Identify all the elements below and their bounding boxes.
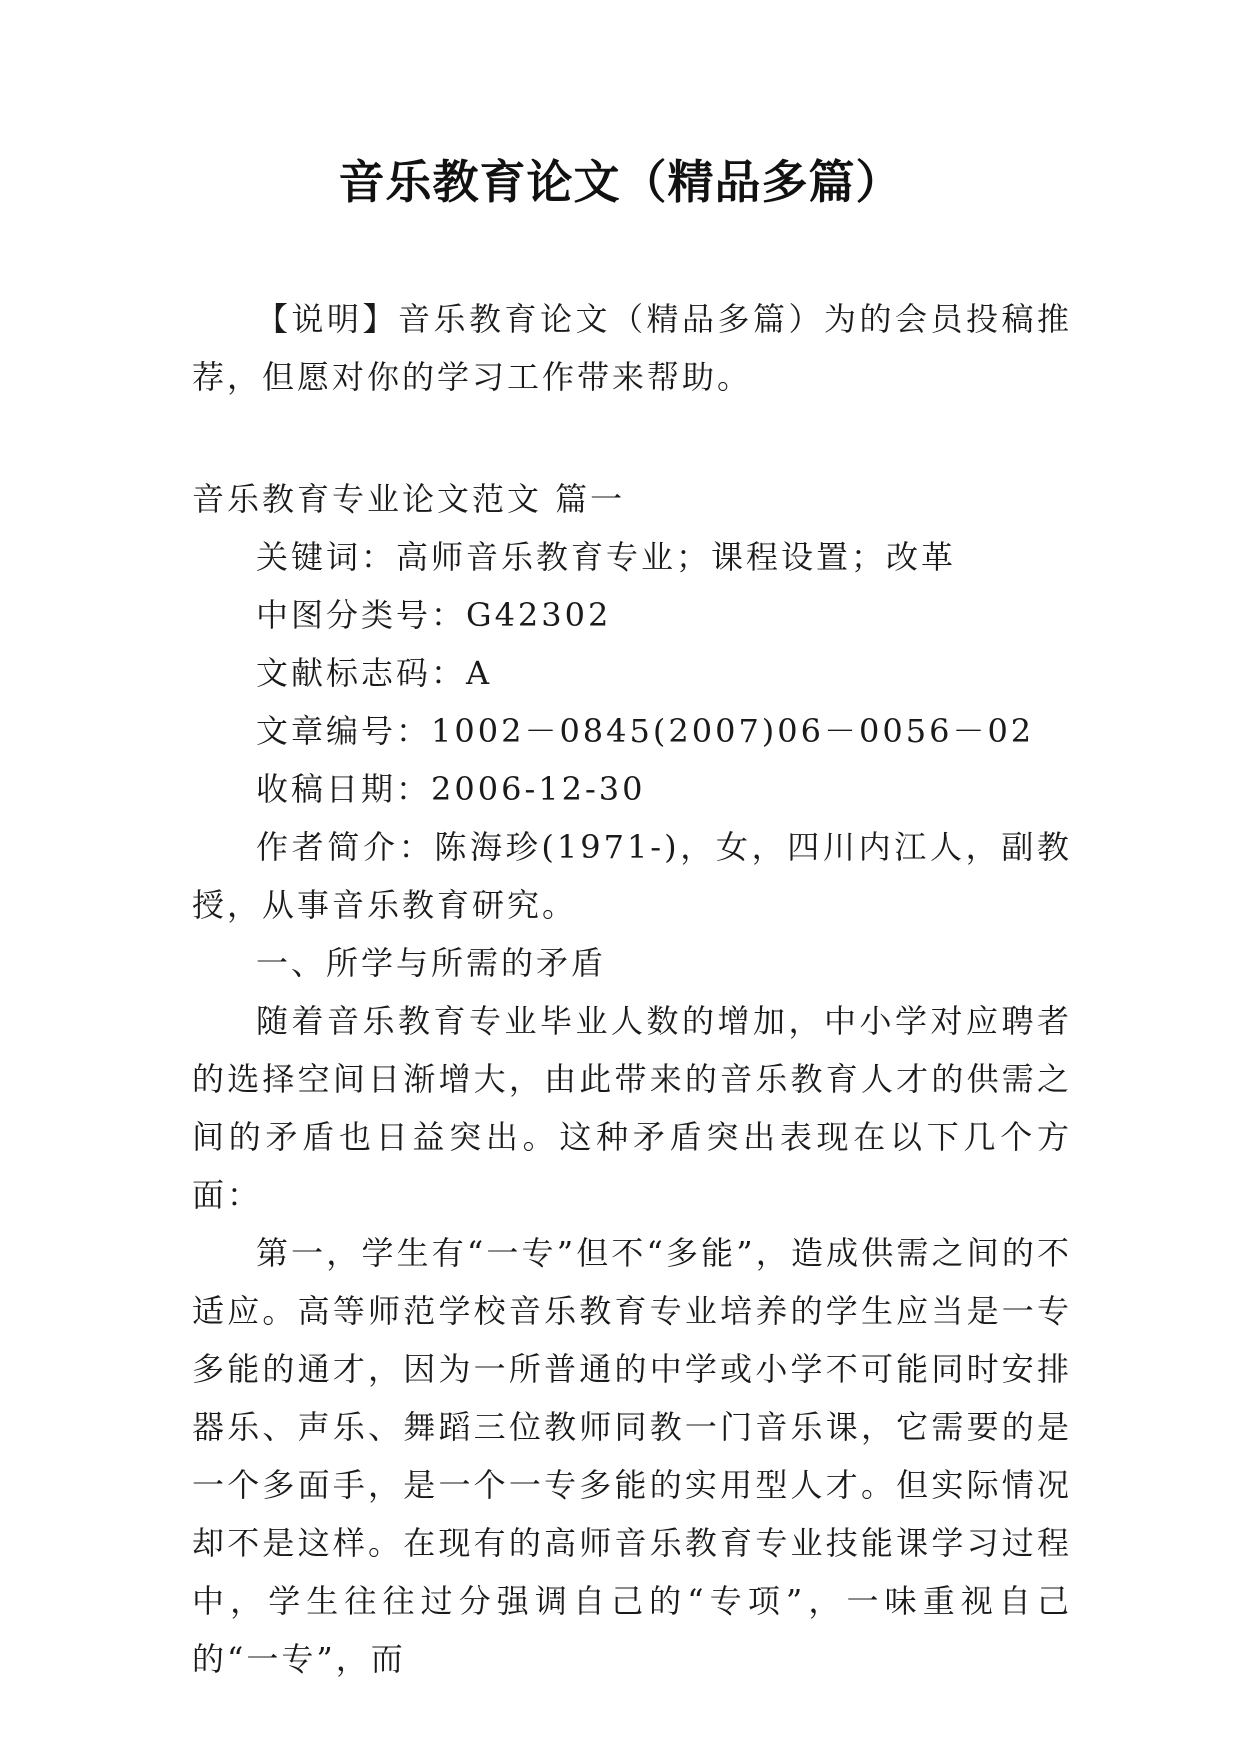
article-number-line: 文章编号：1002－0845(2007)06－0056－02: [256, 712, 1035, 750]
document-body: [192, 290, 1072, 1688]
subheading: 一、所学与所需的矛盾: [256, 944, 607, 982]
body-paragraph-1: 随着音乐教育专业毕业人数的增加，中小学对应聘者的选择空间日渐增大，由此带来的音乐教育人才的供需之间的矛盾也日益突出。这种矛盾突出表现在以下几个方面：: [192, 1002, 1072, 1214]
body-paragraph-2: 第一，学生有“一专”但不“多能”，造成供需之间的不适应。高等师范学校音乐教育专业培养的学生应当是一专多能的通才，因为一所普通的中学或小学不可能同时安排器乐、声乐、舞蹈三位教师同教一门音乐课，它需要的是一个多面手，是一个一专多能的实用型人才。但实际情况却不是这样。在现有的高师音乐教育专业技能课学习过程中，学生往往过分强调自己的“专项”，一味重视自己的“一专”，而: [192, 1234, 1072, 1678]
paragraph-spacer: [192, 406, 1072, 470]
document-title: 音乐教育论文（精品多篇）: [338, 155, 903, 209]
classification-line: 中图分类号：G42302: [256, 596, 612, 634]
received-date-line: 收稿日期：2006-12-30: [256, 770, 646, 808]
doc-code-line: 文献标志码：A: [256, 654, 493, 692]
intro-paragraph: 【说明】音乐教育论文（精品多篇）为的会员投稿推荐，但愿对你的学习工作带来帮助。: [192, 300, 1072, 396]
keywords-line: 关键词：高师音乐教育专业；课程设置；改革: [256, 538, 957, 576]
author-line: 作者简介：陈海珍(1971-)，女，四川内江人，副教授，从事音乐教育研究。: [192, 828, 1072, 924]
section-heading: 音乐教育专业论文范文 篇一: [192, 480, 626, 518]
